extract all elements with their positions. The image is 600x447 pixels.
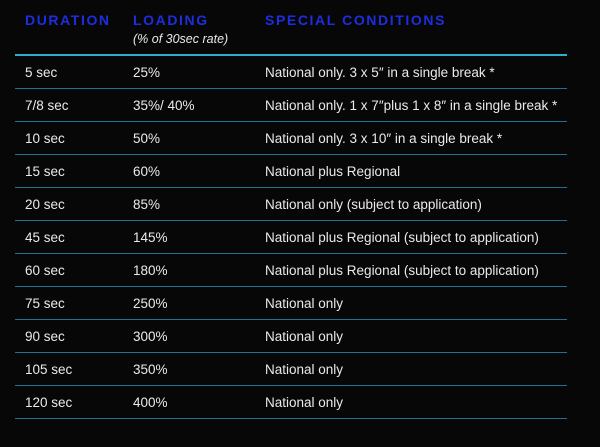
table-row (15, 353, 567, 386)
table-row (15, 221, 567, 254)
duration-cell: 105 sec (25, 361, 73, 377)
table-row (15, 89, 567, 122)
conditions-cell: National only (265, 295, 344, 311)
duration-cell: 45 sec (25, 229, 65, 245)
loading-cell: 145% (133, 229, 168, 245)
table-row (15, 188, 567, 221)
conditions-cell: National only (265, 328, 344, 344)
loading-cell: 50% (133, 130, 161, 146)
duration-cell: 7/8 sec (25, 97, 69, 113)
header-duration-label: DURATION (25, 12, 111, 28)
conditions-cell: National plus Regional (subject to application) (265, 262, 539, 278)
table-row (15, 287, 567, 320)
loading-cell: 180% (133, 262, 168, 278)
table-row (15, 254, 567, 287)
duration-cell: 120 sec (25, 394, 73, 410)
conditions-cell: National only (subject to application) (265, 196, 482, 212)
conditions-cell: National only (265, 394, 344, 410)
duration-cell: 75 sec (25, 295, 65, 311)
loading-cell: 60% (133, 163, 161, 179)
header-duration (25, 10, 133, 28)
header-loading (133, 10, 265, 46)
table-row (15, 155, 567, 188)
duration-cell: 20 sec (25, 196, 65, 212)
table-row (15, 386, 567, 419)
table-row (15, 320, 567, 353)
rate-card-table (15, 10, 567, 419)
conditions-cell: National only. 3 x 10″ in a single break * (265, 130, 503, 146)
header-special-conditions (265, 10, 567, 28)
table-header-row (15, 10, 567, 56)
table-body (15, 56, 567, 419)
header-loading-label: LOADING (133, 12, 209, 28)
duration-cell: 10 sec (25, 130, 65, 146)
loading-cell: 350% (133, 361, 168, 377)
conditions-cell: National only (265, 361, 344, 377)
conditions-cell: National only. 1 x 7″plus 1 x 8″ in a single break * (265, 97, 558, 113)
loading-cell: 25% (133, 64, 161, 80)
duration-cell: 5 sec (25, 64, 58, 80)
loading-cell: 35%/ 40% (133, 97, 195, 113)
conditions-cell: National only. 3 x 5″ in a single break * (265, 64, 495, 80)
table-row (15, 122, 567, 155)
conditions-cell: National plus Regional (265, 163, 401, 179)
duration-cell: 15 sec (25, 163, 65, 179)
loading-cell: 400% (133, 394, 168, 410)
loading-cell: 250% (133, 295, 168, 311)
header-special-conditions-label: SPECIAL CONDITIONS (265, 12, 447, 28)
duration-cell: 60 sec (25, 262, 65, 278)
duration-cell: 90 sec (25, 328, 65, 344)
header-loading-sublabel: (% of 30sec rate) (133, 32, 229, 46)
loading-cell: 300% (133, 328, 168, 344)
loading-cell: 85% (133, 196, 161, 212)
conditions-cell: National plus Regional (subject to application) (265, 229, 539, 245)
table-row (15, 56, 567, 89)
